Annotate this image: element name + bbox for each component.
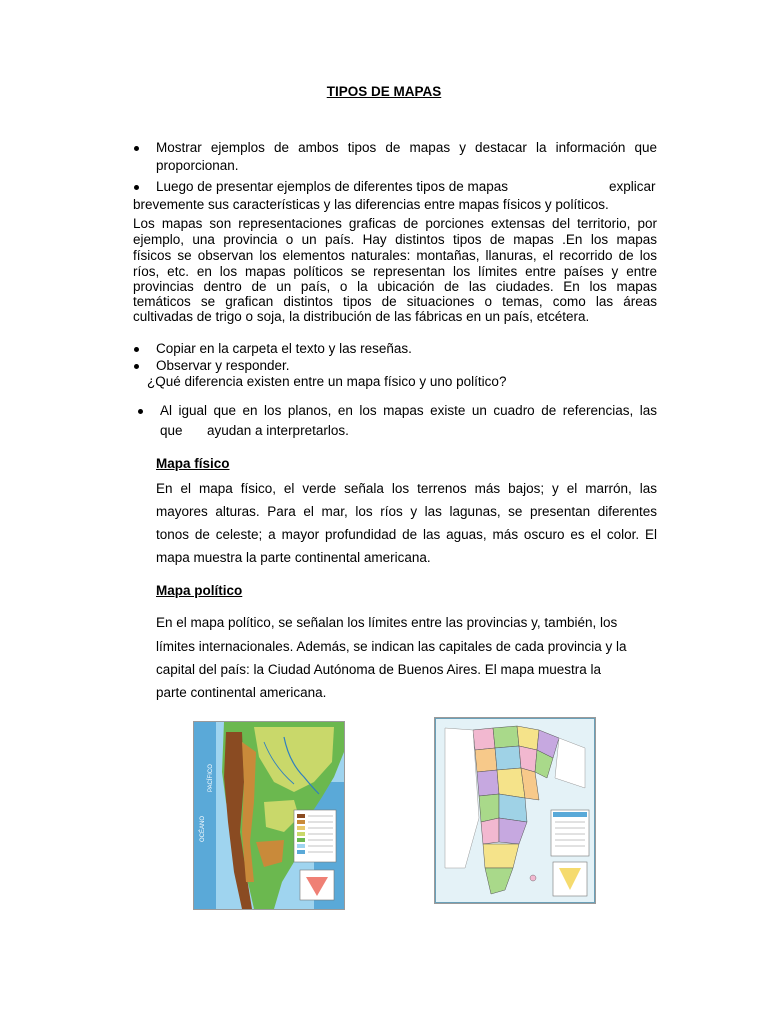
paragraph-line: provincias dentro de un país, o la ubicación de las ciudades. En los mapas bbox=[133, 279, 657, 294]
page-title: TIPOS DE MAPAS bbox=[326, 84, 442, 99]
bullet-2-line-2: brevemente sus características y las diferencias entre mapas físicos y políticos. bbox=[133, 197, 609, 212]
political-line: límites internacionales. Además, se indican las capitales de cada provincia y la bbox=[156, 639, 627, 654]
physical-line: mapa muestra la parte continental americana. bbox=[156, 550, 431, 565]
paragraph-line: cultivadas de trigo o soja, la distribución de las fábricas en un país, etcétera. bbox=[133, 309, 590, 324]
bullet-dot bbox=[134, 364, 139, 369]
political-line: capital del país: la Ciudad Autónoma de Buenos Aires. El mapa muestra la bbox=[156, 662, 602, 677]
paragraph-line: ejemplo, una provincia o un país. Hay distintos tipos de mapas .En los mapas bbox=[133, 232, 657, 247]
physical-line: tonos de celeste; a mayor profundidad de las aguas, más oscuro es el color. El bbox=[156, 527, 657, 542]
bullet-dot bbox=[134, 347, 139, 352]
political-line: En el mapa político, se señalan los límites entre las provincias y, también, los bbox=[156, 615, 618, 630]
physical-line: mayores alturas. Para el mar, los ríos y las lagunas, se presentan diferentes bbox=[156, 504, 657, 519]
ocean-label: OCÉANO bbox=[200, 815, 206, 842]
paragraph-line: físicos se observan los elementos naturales: montañas, llanuras, el recorrido de los bbox=[133, 248, 657, 263]
bullet-dot bbox=[134, 146, 139, 151]
bullet-dot bbox=[138, 409, 143, 414]
task-observe: Observar y responder. bbox=[156, 358, 290, 373]
reference-line-2a: que bbox=[160, 423, 183, 438]
bullet-2-line-1b: explicar bbox=[609, 179, 656, 194]
bullet-1-line-1: Mostrar ejemplos de ambos tipos de mapas y destacar la información que bbox=[156, 140, 657, 155]
bullet-2-line-1a: Luego de presentar ejemplos de diferentes tipos de mapas bbox=[156, 179, 508, 194]
paragraph-line: temáticos se grafican distintos tipos de situaciones o temas, como las áreas bbox=[133, 294, 657, 309]
paragraph-line: ríos, etc. en los mapas políticos se representan los límites entre países y entre bbox=[133, 264, 657, 279]
reference-line-1: Al igual que en los planos, en los mapas existe un cuadro de referencias, las bbox=[160, 403, 657, 418]
political-map-graphic bbox=[435, 718, 595, 903]
task-copy: Copiar en la carpeta el texto y las reseñas. bbox=[156, 341, 412, 356]
ocean-label: PACÍFICO bbox=[208, 764, 214, 792]
political-map-image bbox=[434, 717, 596, 904]
political-map-heading: Mapa político bbox=[156, 583, 243, 598]
reference-line-2b: ayudan a interpretarlos. bbox=[207, 423, 349, 438]
bullet-1-line-2: proporcionan. bbox=[156, 158, 239, 173]
bullet-dot bbox=[134, 185, 139, 190]
paragraph-line: Los mapas son representaciones graficas de porciones extensas del territorio, por bbox=[133, 216, 657, 231]
physical-line: En el mapa físico, el verde señala los terrenos más bajos; y el marrón, las bbox=[156, 481, 657, 496]
physical-map-heading: Mapa físico bbox=[156, 456, 230, 471]
political-line: parte continental americana. bbox=[156, 685, 327, 700]
task-question: ¿Qué diferencia existen entre un mapa físico y uno político? bbox=[147, 374, 507, 389]
physical-map-image bbox=[193, 721, 345, 910]
physical-map-graphic bbox=[194, 722, 344, 909]
